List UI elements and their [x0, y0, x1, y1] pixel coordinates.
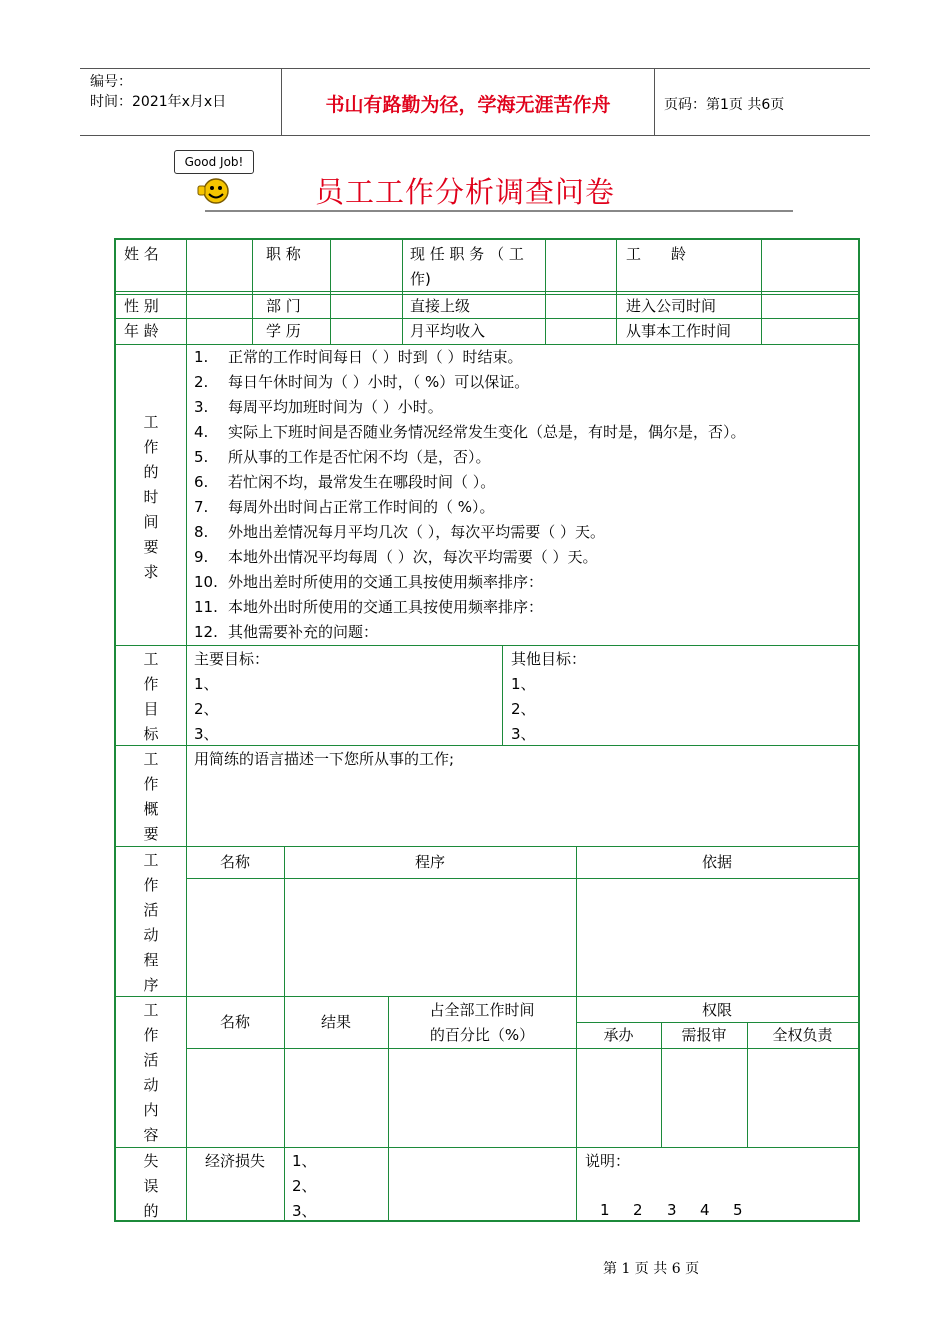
row-divider: [116, 996, 858, 997]
activity-content-label: [116, 998, 186, 1148]
note-label: 说明：: [585, 1152, 631, 1170]
age-label: 年 龄: [124, 322, 159, 340]
row-divider: [116, 294, 858, 295]
label-col-divider: [186, 345, 187, 1222]
col-divider: [616, 240, 617, 345]
other-goal-item: 1、: [511, 675, 536, 693]
vertical-label-char: 作: [143, 876, 159, 894]
main-goal-item: 1、: [194, 675, 219, 693]
join-date-label: 进入公司时间: [626, 297, 717, 315]
time-item-number: 1.: [194, 348, 209, 366]
scale-value: 1: [600, 1201, 610, 1219]
scale-value: 5: [733, 1201, 743, 1219]
work-overview-label-text: [116, 747, 186, 847]
vertical-label-char: 内: [143, 1101, 159, 1119]
economic-loss-label: 经济损失: [204, 1152, 265, 1170]
seniority-label: 工 龄: [626, 245, 687, 263]
main-goal-item: 3、: [194, 725, 219, 743]
vertical-label-char: 序: [143, 976, 159, 994]
work-goals-label-text: [116, 647, 186, 747]
header-top-rule: [80, 68, 870, 69]
time-item-number: 10.: [194, 573, 218, 591]
department-label: 部 门: [266, 297, 301, 315]
gender-label: 性 别: [124, 297, 159, 315]
procedure-name-header: 名称: [219, 853, 250, 871]
mistakes-label-text: [116, 1149, 186, 1224]
time-item-number: 11.: [194, 598, 218, 616]
vertical-label-char: 活: [143, 1051, 159, 1069]
authority-header: 权限: [701, 1001, 732, 1019]
vertical-label-char: 程: [143, 951, 159, 969]
vertical-label-char: 求: [143, 563, 159, 581]
loss-item: 1、: [292, 1152, 317, 1170]
vertical-label-char: 作: [143, 438, 159, 456]
page-footer: 第 1 页 共 6 页: [603, 1261, 700, 1277]
loss-item: 3、: [292, 1202, 317, 1220]
name-label: 姓 名: [124, 245, 159, 263]
title-rank-label: 职 称: [266, 245, 301, 263]
time-item-text: 每日午休时间为（ ）小时，（ %）可以保证。: [228, 373, 530, 391]
current-position-label-cont: 作): [410, 270, 431, 288]
good-job-bubble: Good Job!: [174, 150, 254, 174]
vertical-label-char: 活: [143, 901, 159, 919]
time-item-number: 12.: [194, 623, 218, 641]
other-goal-item: 3、: [511, 725, 536, 743]
header-bottom-rule: [80, 135, 870, 136]
time-item-text: 外地出差时所使用的交通工具按使用频率排序：: [228, 573, 544, 591]
vertical-label-char: 工: [143, 650, 159, 668]
activity-content-label-text: [116, 998, 186, 1148]
vertical-label-char: 要: [143, 825, 159, 843]
vertical-label-char: 容: [143, 1126, 159, 1144]
col-divider: [186, 240, 187, 345]
time-item-text: 每周平均加班时间为（ ）小时。: [228, 398, 443, 416]
col-divider: [545, 240, 546, 345]
mistakes-label: [116, 1149, 186, 1224]
page-title: 员工工作分析调查问卷: [315, 175, 616, 209]
time-item-text: 所从事的工作是否忙闲不均（是，否）。: [228, 448, 491, 466]
main-goals-title: 主要目标：: [194, 650, 270, 668]
time-item-number: 3.: [194, 398, 209, 416]
scale-value: 3: [667, 1201, 677, 1219]
survey-table: [114, 238, 860, 1222]
vertical-label-char: 误: [143, 1177, 159, 1195]
time-item-text: 其他需要补充的问题：: [228, 623, 379, 641]
serial-label: 编号：: [90, 74, 132, 90]
smiley-thumbs-up-icon: [196, 176, 232, 206]
row-divider: [116, 291, 858, 292]
vertical-label-char: 的: [143, 463, 159, 481]
content-time-share-header: 占全部工作时间: [429, 1001, 535, 1019]
page-info: 页码：第1页 共6页: [664, 97, 785, 113]
time-item-number: 9.: [194, 548, 209, 566]
scale-value: 2: [633, 1201, 643, 1219]
vertical-label-char: 间: [143, 513, 159, 531]
procedure-steps-header: 程序: [414, 853, 445, 871]
supervisor-label: 直接上级: [410, 297, 471, 315]
content-name-header: 名称: [219, 1013, 250, 1031]
row-divider: [116, 318, 858, 319]
vertical-label-char: 作: [143, 675, 159, 693]
vertical-label-char: 工: [143, 750, 159, 768]
years-in-role-label: 从事本工作时间: [626, 322, 732, 340]
vertical-label-char: 概: [143, 800, 159, 818]
time-item-text: 正常的工作时间每日（ ）时到（ ）时结束。: [228, 348, 523, 366]
education-label: 学 历: [266, 322, 301, 340]
authority-report-header: 需报审: [681, 1026, 727, 1044]
vertical-label-char: 失: [143, 1152, 159, 1170]
main-goal-item: 2、: [194, 700, 219, 718]
time-requirements-label-text: [116, 410, 186, 585]
authority-full-header: 全权负责: [772, 1026, 833, 1044]
vertical-label-char: 动: [143, 926, 159, 944]
other-goals-title: 其他目标：: [511, 650, 587, 668]
vertical-label-char: 工: [143, 413, 159, 431]
authority-handle-header: 承办: [603, 1026, 634, 1044]
vertical-label-char: 标: [143, 725, 159, 743]
time-item-text: 若忙闲不均，最常发生在哪段时间（ ）。: [228, 473, 496, 491]
time-item-number: 2.: [194, 373, 209, 391]
vertical-label-char: 作: [143, 1026, 159, 1044]
col-divider: [388, 1147, 389, 1222]
header-divider: [654, 68, 655, 136]
vertical-label-char: 作: [143, 775, 159, 793]
content-result-header: 结果: [320, 1013, 351, 1031]
current-position-label: 现 任 职 务 （ 工: [410, 245, 524, 263]
time-item-number: 4.: [194, 423, 209, 441]
other-goal-item: 2、: [511, 700, 536, 718]
date-label: 时间：2021年x月x日: [90, 94, 227, 110]
row-divider: [116, 745, 858, 746]
work-overview-prompt: 用简练的语言描述一下您所从事的工作;: [194, 750, 455, 768]
time-item-text: 实际上下班时间是否随业务情况经常发生变化（总是，有时是，偶尔是，否）。: [228, 423, 746, 441]
loss-item: 2、: [292, 1177, 317, 1195]
header-motto: 书山有路勤为径，学海无涯苦作舟: [325, 94, 611, 116]
time-item-number: 5.: [194, 448, 209, 466]
col-divider: [576, 1147, 577, 1222]
monthly-income-label: 月平均收入: [410, 322, 486, 340]
work-overview-label: [116, 747, 186, 847]
vertical-label-char: 工: [143, 851, 159, 869]
time-item-text: 本地外出情况平均每周（ ）次，每次平均需要（ ）天。: [228, 548, 598, 566]
col-divider: [402, 240, 403, 345]
time-requirements-label: [116, 410, 186, 585]
procedure-basis-header: 依据: [701, 853, 732, 871]
col-divider: [284, 1147, 285, 1222]
vertical-label-char: 时: [143, 488, 159, 506]
scale-value: 4: [700, 1201, 710, 1219]
col-divider: [252, 240, 253, 345]
time-item-text: 本地外出时所使用的交通工具按使用频率排序：: [228, 598, 544, 616]
col-divider: [761, 240, 762, 345]
vertical-label-char: 动: [143, 1076, 159, 1094]
activity-procedure-label: [116, 848, 186, 998]
row-divider: [116, 846, 858, 847]
title-underline: [205, 210, 793, 212]
content-time-share-header-cont: 的百分比（%）: [429, 1026, 535, 1044]
time-item-number: 6.: [194, 473, 209, 491]
time-item-text: 外地出差情况每月平均几次（ ），每次平均需要（ ）天。: [228, 523, 606, 541]
time-item-number: 7.: [194, 498, 209, 516]
col-divider: [502, 645, 503, 746]
row-divider: [116, 645, 858, 646]
vertical-label-char: 的: [143, 1202, 159, 1220]
vertical-label-char: 要: [143, 538, 159, 556]
col-divider: [330, 240, 331, 345]
header-meta: [90, 72, 226, 112]
activity-procedure-label-text: [116, 848, 186, 998]
row-divider: [186, 878, 858, 879]
time-item-text: 每周外出时间占正常工作时间的（ %）。: [228, 498, 495, 516]
time-item-number: 8.: [194, 523, 209, 541]
work-goals-label: [116, 647, 186, 747]
vertical-label-char: 工: [143, 1001, 159, 1019]
row-divider: [186, 1048, 858, 1049]
vertical-label-char: 目: [143, 700, 159, 718]
